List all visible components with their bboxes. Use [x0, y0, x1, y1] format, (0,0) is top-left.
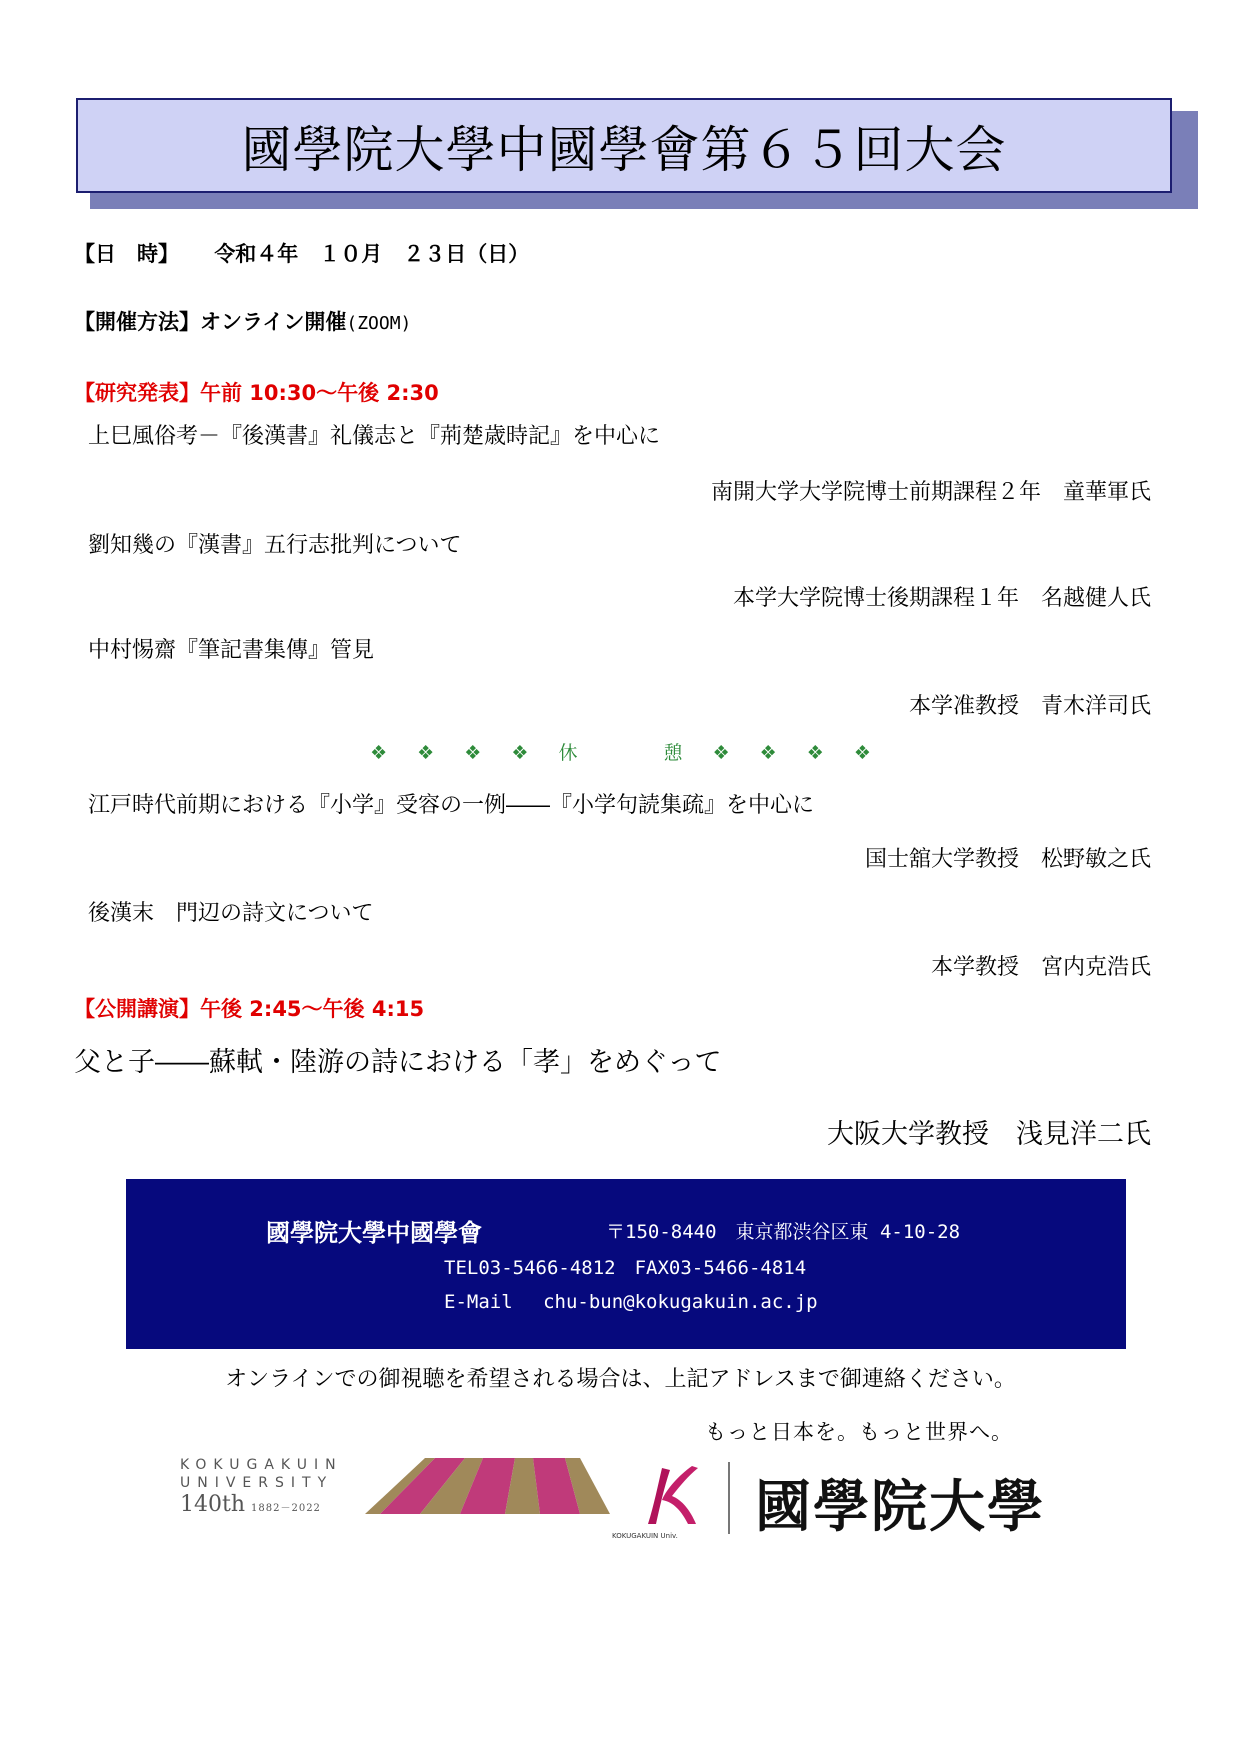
lecture-presenter: 大阪大学教授 浅見洋二氏 [827, 1119, 1151, 1150]
method-line [74, 306, 411, 336]
presenter: 本学准教授 青木洋司氏 [908, 694, 1151, 719]
method-value: (ZOOM) [346, 313, 412, 334]
anniversary-140-label: 140th [180, 1492, 246, 1517]
page-title: 國學院大學中國學會第６５回大会 [241, 120, 1007, 179]
date-label: 【日 時】 [74, 242, 179, 266]
break-ornament: ❖ [759, 742, 777, 764]
kokugakuin-k-icon [640, 1460, 700, 1530]
break-row [0, 738, 1241, 765]
lecture-title: 父と子――蘇軾・陸游の詩における「孝」をめぐって [74, 1047, 722, 1078]
break-label: 憩 [663, 742, 683, 764]
anniversary-line1: KOKUGAKUIN [180, 1457, 343, 1473]
contact-email[interactable]: E-Mail chu-bun@kokugakuin.ac.jp [444, 1291, 818, 1313]
break-ornament: ❖ [370, 742, 388, 764]
method-label: 【開催方法】オンライン開催 [74, 310, 347, 334]
anniversary-years: 1882－2022 [251, 1503, 321, 1514]
slogan: もっと日本を。もっと世界へ。 [705, 1420, 1013, 1444]
lecture-heading: 【公開講演】午後 2:45～午後 4:15 [74, 997, 425, 1021]
contact-org: 國學院大學中國學會 [266, 1219, 482, 1247]
break-ornament: ❖ [417, 742, 435, 764]
break-ornament: ❖ [712, 742, 730, 764]
date-value: 令和４年 １０月 ２３日（日） [214, 242, 530, 266]
title-box [76, 98, 1172, 193]
presenter: 南開大学大学院博士前期課程２年 童華軍氏 [710, 480, 1151, 505]
presentation-title: 劉知幾の『漢書』五行志批判について [88, 533, 462, 558]
break-ornament: ❖ [511, 742, 529, 764]
anniversary-text [180, 1456, 343, 1492]
date-line [74, 238, 529, 268]
break-ornament: ❖ [464, 742, 482, 764]
presenter: 国士舘大学教授 松野敏之氏 [864, 847, 1151, 872]
presentation-title: 江戸時代前期における『小学』受容の一例――『小学句読集疏』を中心に [88, 793, 815, 818]
contact-address: 〒150-8440 東京都渋谷区東 4-10-28 [606, 1221, 961, 1243]
presenter: 本学大学院博士後期課程１年 名越健人氏 [732, 586, 1151, 611]
presenter: 本学教授 宮内克浩氏 [930, 955, 1151, 980]
break-ornament: ❖ [806, 742, 824, 764]
presentation-title: 中村惕齋『筆記書集傳』管見 [88, 638, 375, 663]
anniversary-line2: UNIVERSITY [180, 1475, 334, 1491]
presentation-title: 上巳風俗考－『後漢書』礼儀志と『荊楚歳時記』を中心に [88, 424, 661, 449]
logo-divider [728, 1462, 730, 1534]
presentation-title: 後漢末 門辺の詩文について [88, 901, 374, 926]
university-logotype: 國學院大學 [755, 1474, 1045, 1540]
break-label: 休 [558, 742, 578, 764]
anniversary-140 [180, 1492, 321, 1517]
online-note: オンラインでの御視聴を希望される場合は、上記アドレスまで御連絡ください。 [225, 1367, 1016, 1392]
anniversary-140-graphic [365, 1456, 610, 1516]
research-heading: 【研究発表】午前 10:30～午後 2:30 [74, 381, 439, 405]
contact-tel-fax: TEL03-5466-4812 FAX03-5466-4814 [444, 1257, 807, 1279]
contact-box [126, 1179, 1126, 1349]
break-ornament: ❖ [853, 742, 871, 764]
logo-subtext: KOKUGAKUIN Univ. [612, 1532, 678, 1540]
